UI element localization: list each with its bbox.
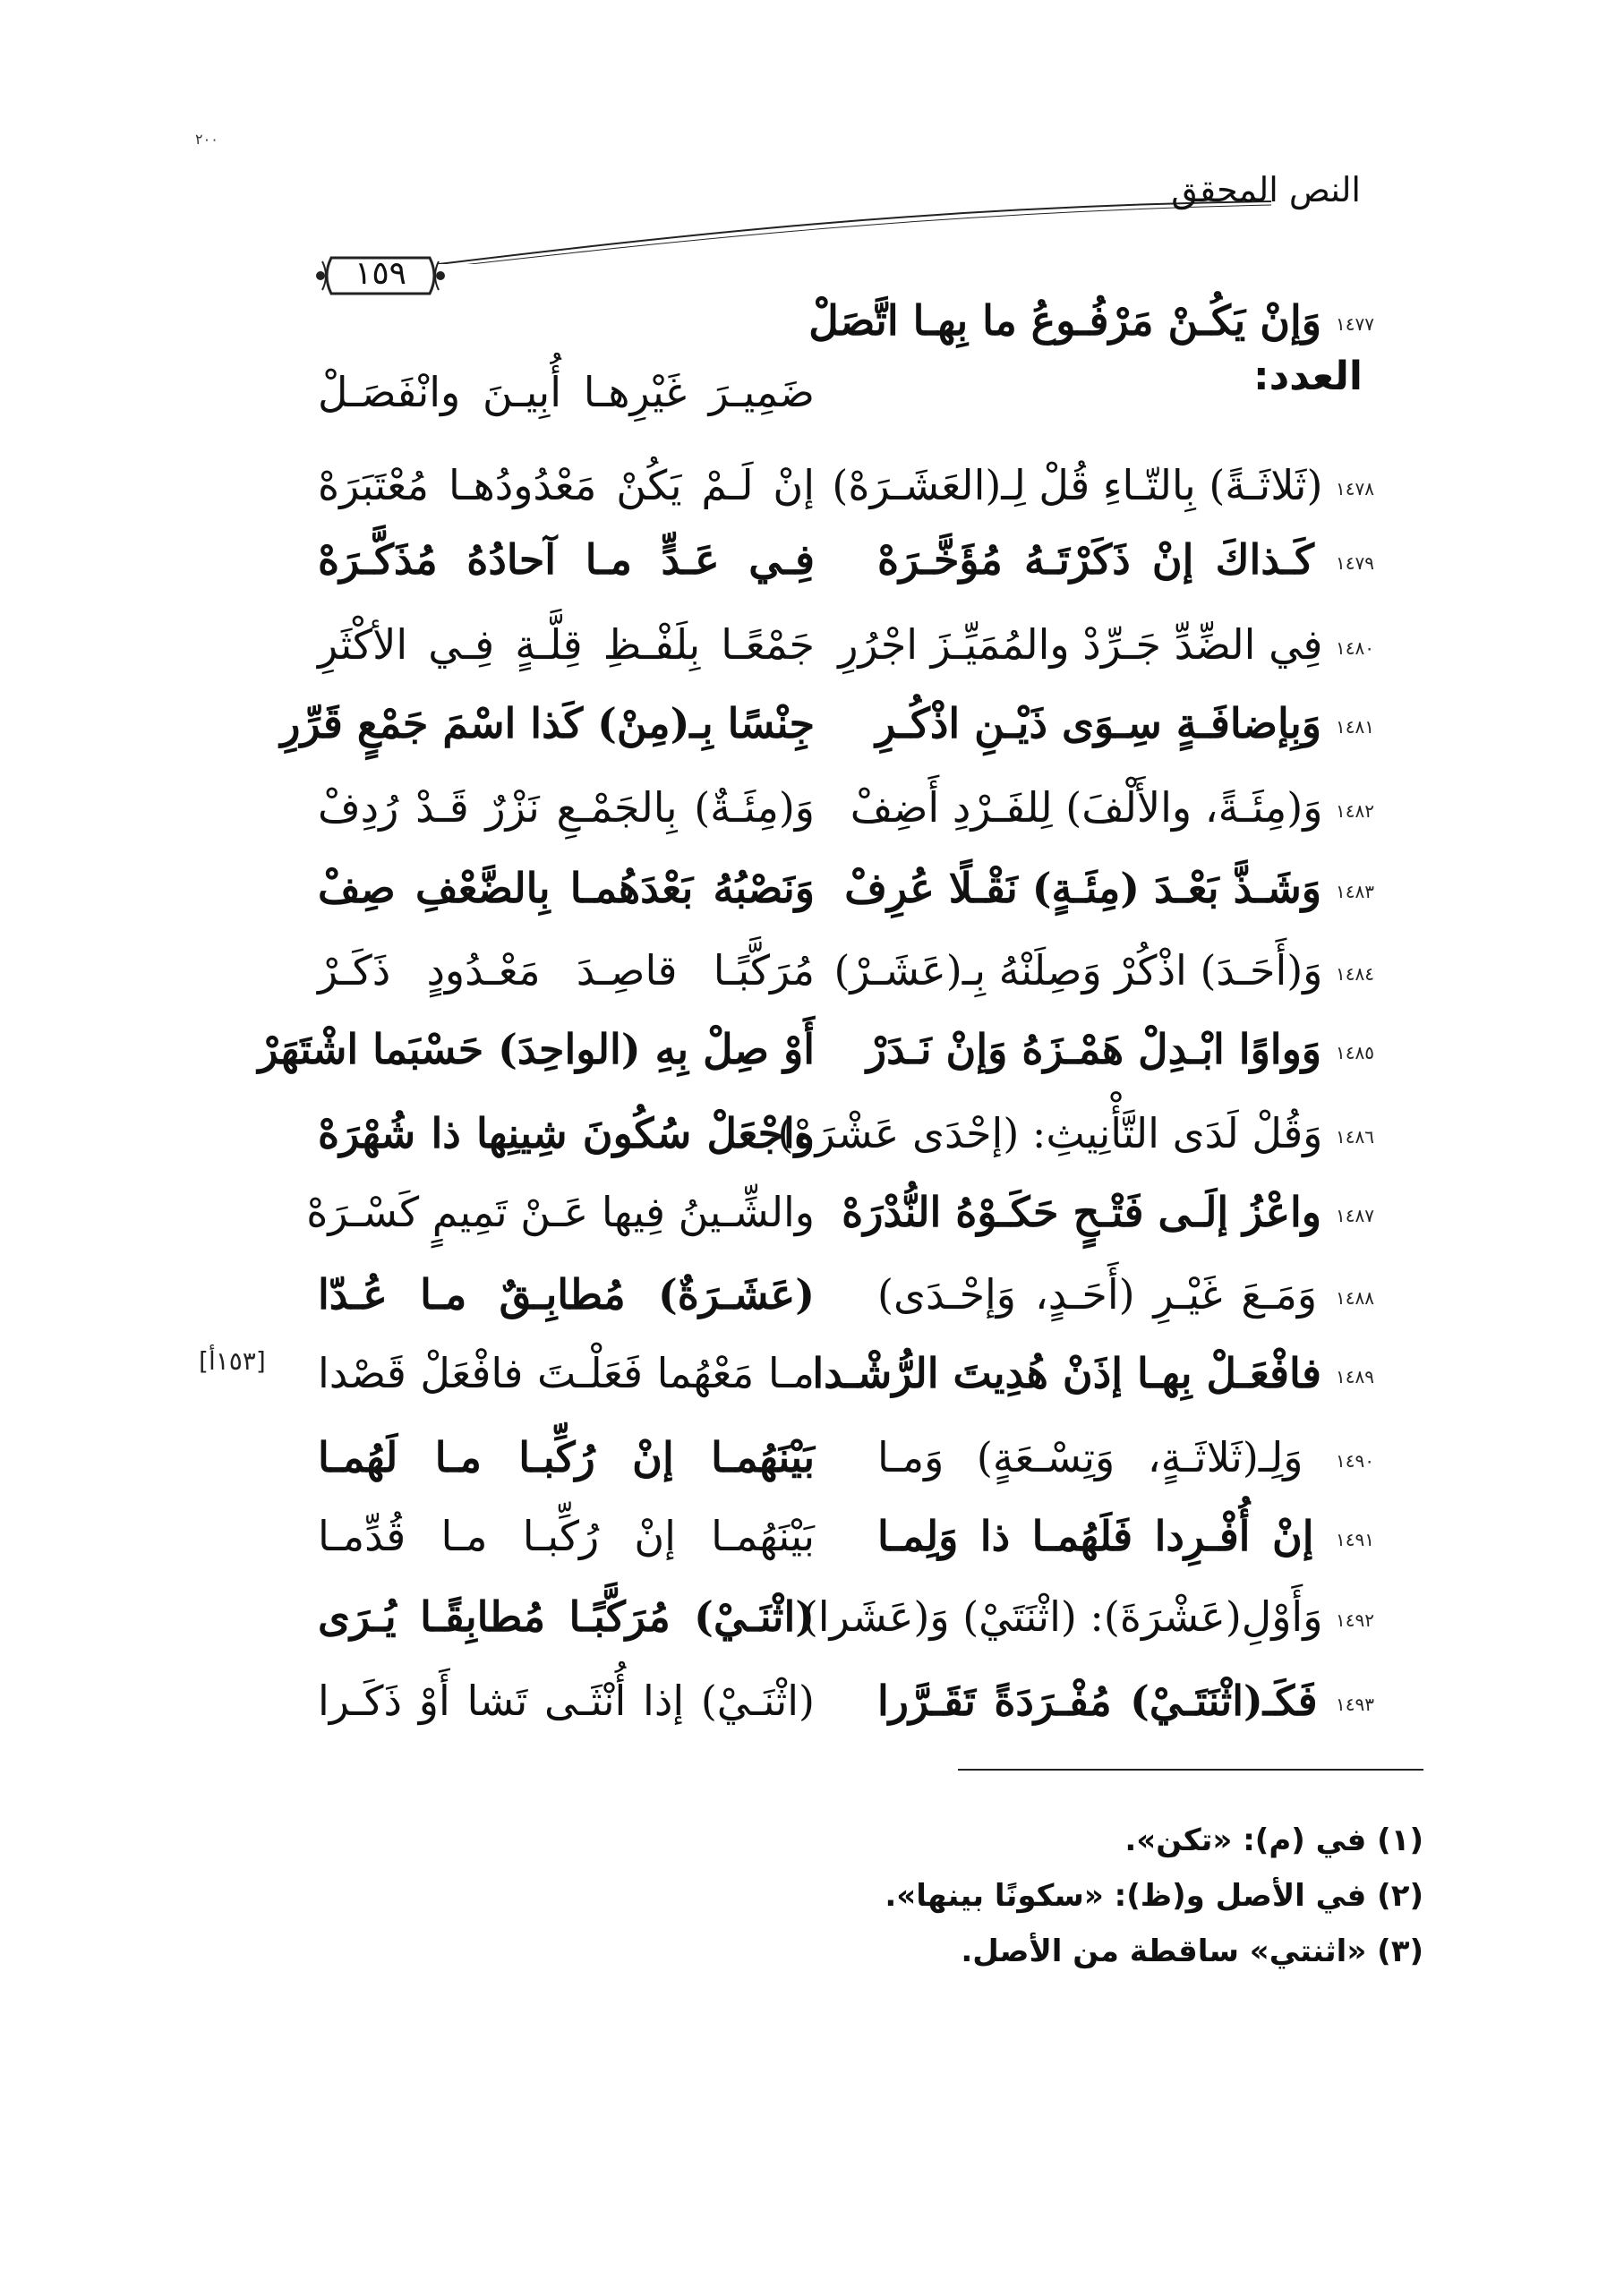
verse-first-hemistich (832, 449, 1374, 525)
verse-first-text: كَـذاكَ إنْ ذَكَرْتَـهُ مُؤَخَّـرَهْ (877, 535, 1314, 584)
verse-row (318, 1500, 1374, 1572)
verse-row (280, 687, 1374, 759)
page-number: ١٥٩ (354, 255, 406, 292)
verse-first-hemistich (833, 935, 1374, 1010)
verse-second-hemistich: (اثْنَـيْ) إذا أُنْثَـى تَشا أَوْ ذَكَـرا (318, 1677, 815, 1725)
verse-row (318, 1665, 1374, 1737)
verse-number: ١٤٨٦ (1336, 1126, 1374, 1148)
verse-row (318, 1337, 1374, 1409)
page-header (304, 157, 1361, 264)
verse-number: ١٤٨٧ (1336, 1205, 1374, 1226)
verse-first-text: إنْ أُفْـرِدا فَلَهُمـا ذا وَلِمـا (877, 1512, 1314, 1560)
verse-second-hemistich: وَنَصْبُهُ بَعْدَهُمـا بِالضَّعْفِ صِفْ (318, 864, 815, 912)
verse-row (318, 1581, 1374, 1652)
verse-number: ١٤٨٥ (1336, 1042, 1374, 1063)
footnote: (١) في (م): «تكن». (1124, 1822, 1423, 1858)
verse-first-text: وَواوًا ابْـدِلْ هَمْـزَهُ وَإنْ نَـدَرْ (866, 1025, 1322, 1073)
verse-first-hemistich (838, 609, 1374, 684)
verse-number: ١٤٨٣ (1336, 881, 1374, 902)
verse-number: ١٤٨٩ (1336, 1366, 1374, 1387)
verse-second-hemistich: ضَمِيـرَ غَيْرِهـا أُبِيـنَ وانْفَصَـلْ (318, 368, 815, 416)
margin-reference: [١٥٣أ] (199, 1346, 266, 1376)
verse-first-text: وَأَوْلِ(عَشْرَةَ): (اثْنَتَيْ) وَ(عَشَرا) (801, 1592, 1323, 1641)
footnote: (٢) في الأصل و(ظ): «سكونًا بينها». (885, 1878, 1423, 1914)
verse-number: ١٤٨٨ (1336, 1287, 1375, 1309)
footnote-rule (958, 1769, 1423, 1771)
verse-number: ١٤٧٩ (1336, 552, 1374, 574)
verse-second-hemistich: بَيْنَهُمـا إنْ رُكِّبـا مـا لَهُمـا (318, 1433, 815, 1481)
verse-number: ١٤٩٢ (1336, 1609, 1374, 1631)
verse-first-text: وَقُلْ لَدَى التَّأْنِيثِ: (إحْدَى عَشْرَهْ) (777, 1109, 1323, 1157)
verse-first-hemistich (877, 1259, 1374, 1334)
footnote: (٣) «اثنتي» ساقطة من الأصل. (961, 1933, 1423, 1969)
footnotes (618, 1813, 1423, 1979)
verse-first-hemistich (877, 687, 1374, 763)
verse-row (306, 1176, 1374, 1248)
verse-second-hemistich: (عَشَـرَةٌ) مُطابِـقٌ مـا عُـدّا (318, 1270, 815, 1319)
verse-first-hemistich (877, 524, 1374, 599)
verse-first-hemistich (877, 1421, 1374, 1497)
verse-first-hemistich (801, 1581, 1374, 1656)
verse-row (318, 1421, 1374, 1493)
verse-row (258, 1013, 1374, 1085)
verse-row (318, 935, 1374, 1006)
running-title: النص المحقق (1171, 170, 1361, 209)
verse-first-text: وَبِإضافَـةٍ سِـوَى ذَيْـنِ اذْكُـرِ (876, 699, 1322, 747)
verse-number: ١٤٧٧ (1336, 313, 1374, 335)
verse-first-hemistich (850, 772, 1374, 847)
verse-second-hemistich: بَيْنَهُمـا إنْ رُكِّبـا مـا قُدِّمـا (318, 1512, 815, 1560)
verse-first-text: وَلِـ(ثَلاثَـةٍ، وَتِسْـعَةٍ) وَمـا (877, 1433, 1303, 1481)
verse-first-hemistich (877, 1665, 1374, 1740)
verse-row (318, 609, 1374, 680)
verse-second-hemistich: (اثْنَـيْ) مُرَكَّبًـا مُطابِقًـا يُـرَى (318, 1592, 815, 1641)
verse-first-text: وَشَـذَّ بَعْـدَ (مِئَـةٍ) نَقْـلًا عُرِفْ (844, 864, 1322, 912)
verse-number: ١٤٨٠ (1336, 637, 1374, 659)
verse-first-text: فَكَـ(اثْنَتَـيْ) مُفْـرَدَةً تَقَـرَّرا (877, 1677, 1318, 1725)
verse-second-hemistich: فِـي عَـدٍّ مـا آحادُهُ مُذَكَّـرَهْ (318, 535, 815, 584)
verse-first-hemistich (842, 1176, 1374, 1251)
verse-row (318, 1259, 1374, 1330)
verse-second-hemistich: والشِّـينُ فِيها عَـنْ تَمِيمٍ كَسْـرَهْ (306, 1188, 815, 1236)
verse-number: ١٤٨٢ (1336, 800, 1374, 822)
verse-row (318, 1097, 1374, 1169)
verse-second-hemistich: جِنْسًا بِـ(مِنْ) كَذا اسْمَ جَمْعٍ قَرِّرِ (280, 699, 815, 747)
verse-number: ١٤٨١ (1336, 716, 1374, 738)
verse-number: ١٤٧٨ (1336, 478, 1374, 499)
verse-second-hemistich: واجْعَلْ سُكُونَ شِينِها ذا شُهْرَهْ (318, 1109, 815, 1157)
verse-number: ١٤٩٠ (1336, 1450, 1375, 1472)
verse-first-hemistich (812, 1337, 1374, 1413)
verse-second-hemistich: وَ(مِئَـةٌ) بِالجَمْـعِ نَزْرٌ قَـدْ رُدِفْ (318, 783, 815, 832)
verse-number: ١٤٨٤ (1336, 963, 1374, 985)
verse-first-text: وَمَـعَ غَيْـرِ (أَحَـدٍ، وَإحْـدَى) (877, 1270, 1318, 1319)
verse-row (318, 449, 1374, 521)
verse-row (318, 852, 1374, 924)
verse-first-text: واعْزُ إلَـى فَتْـحٍ حَكَـوْهُ النُّدْرَهْ (842, 1188, 1322, 1236)
corner-mark: ‫٢٠٠‬ (195, 131, 218, 148)
verse-row (318, 524, 1374, 595)
verse-second-hemistich: إنْ لَـمْ يَكُنْ مَعْدُودُهـا مُعْتَبَرَهْ (318, 461, 815, 509)
verse-first-text: فافْعَـلْ بِهـا إذَنْ هُدِيتَ الرُّشْـدا (812, 1349, 1322, 1397)
section-heading: العدد: (1252, 354, 1363, 399)
verse-first-hemistich (777, 1097, 1374, 1173)
verse-first-text: وَ(أَحَـدَ) اذْكُرْ وَصِلَنْهُ بِـ(عَشَـرْ) (833, 946, 1323, 994)
verse-second-hemistich: جَمْعًـا بِلَفْـظِ قِلَّـةٍ فِـي الأكْثَرِ (318, 620, 815, 669)
verse-second-hemistich: أَوْ صِلْ بِهِ (الواحِدَ) حَسْبَما اشْتَهَرْ (258, 1025, 815, 1073)
verse-row (318, 772, 1374, 843)
verse-first-hemistich (844, 852, 1374, 927)
verse-first-text: وَإنْ يَكُـنْ مَرْفُـوعُ ما بِهـا اتَّصَلْ (808, 296, 1322, 345)
verse-first-hemistich (877, 1500, 1374, 1575)
verse-first-text: وَ(مِئَـةً، والأَلْفَ) لِلفَـرْدِ أَضِفْ (850, 783, 1323, 832)
verse-number: ١٤٩٣ (1336, 1694, 1375, 1715)
verse-first-text: فِي الضِّدِّ جَـرِّدْ والمُمَيِّـزَ اجْرُرِ (838, 620, 1323, 669)
verse-first-hemistich (808, 285, 1374, 360)
verse-second-hemistich: مـا مَعْهُما فَعَلْـتَ فافْعَلْ قَصْدا (318, 1349, 815, 1397)
verse-first-text: (ثَلاثَـةً) بِالتّـاءِ قُلْ لِـ(العَشَـرَهْ) (832, 461, 1323, 509)
verse-second-hemistich: مُرَكَّبًـا قاصِـدَ مَعْـدُودٍ ذَكَـرْ (318, 946, 815, 994)
verse-first-hemistich (866, 1013, 1374, 1088)
verse-number: ١٤٩١ (1336, 1529, 1374, 1550)
